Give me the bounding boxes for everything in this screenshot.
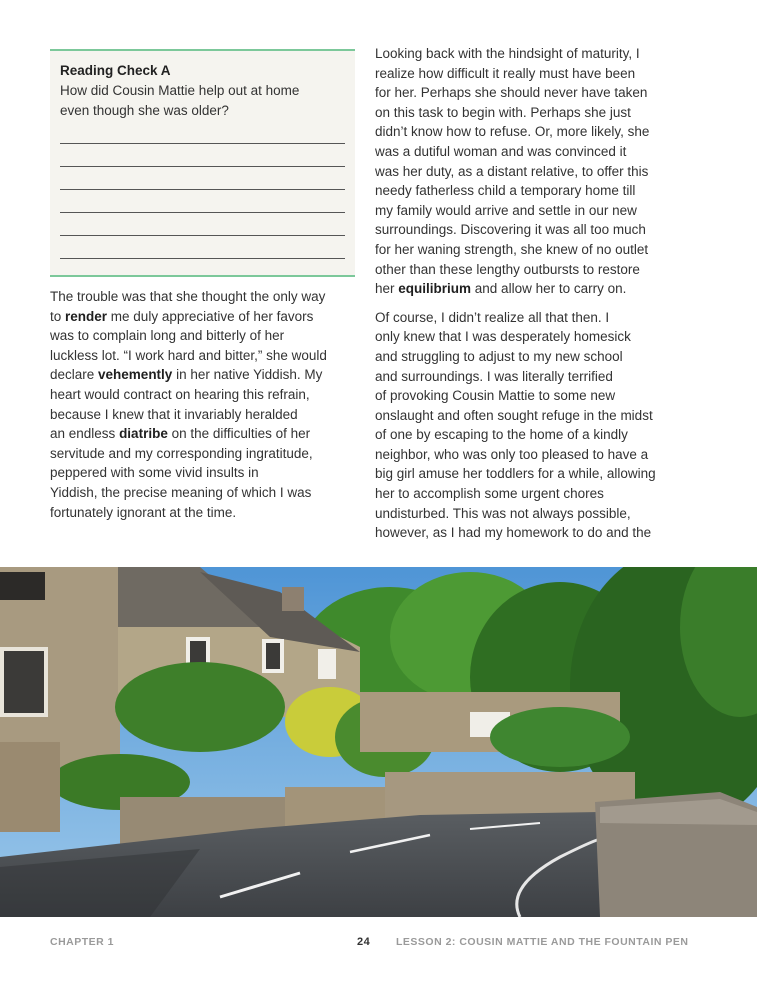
answer-line[interactable] [60,258,345,259]
vocabulary-word: render [65,308,108,324]
text-line: needy fatherless child a temporary home till [375,183,636,199]
text-line: for her waning strength, she knew of no outlet [375,241,649,257]
text-run: luckless lot. “I work hard and bitter,” she would [50,347,327,363]
text-line: neighbor, who was only too pleased to have a [375,446,649,462]
text-run: was to complain long and bitterly of her [50,328,285,344]
village-street-photo [0,567,757,917]
text-run: in her native Yiddish. My [172,367,323,383]
text-line [50,385,360,405]
text-line: big girl amuse her toddlers for a while, allowing [375,466,656,482]
text-run: me duly appreciative of her favors [107,308,314,324]
text-line: and surroundings. I was literally terrified [375,368,613,384]
text-run: and allow her to carry on. [471,281,627,297]
text-line [50,326,360,346]
left-column-text [50,287,360,522]
text-line: realize how difficult it really must have been [375,65,636,81]
text-line [50,287,360,307]
text-line [50,346,360,366]
footer-chapter: CHAPTER 1 [50,936,115,948]
text-run: declare [50,367,99,383]
text-line: of one by escaping to the home of a kindly [375,427,628,443]
text-line [50,307,360,327]
text-run: heart would contract on hearing this refrain, [50,386,310,402]
answer-line[interactable] [60,189,345,190]
text-run: an endless [50,426,120,442]
text-run: servitude and my corresponding ingratitude, [50,445,313,461]
text-run: The trouble was that she thought the only way [50,289,326,304]
text-line: Of course, I didn’t realize all that then. I [375,309,610,325]
text-line: on this task to begin with. Perhaps she just [375,104,631,120]
question-line: even though she was older? [60,103,229,118]
text-line: only knew that I was desperately homesick [375,329,631,345]
text-line [50,483,360,503]
text-line: and struggling to adjust to my new school [375,348,623,364]
body-paragraph [50,287,360,522]
right-column-text [375,44,685,543]
text-line: undisturbed. This was not always possible, [375,505,631,521]
text-run: her [375,281,399,297]
text-line: was a dutiful woman and was convinced it [375,143,627,159]
vocabulary-word: diatribe [119,426,168,442]
text-line: of provoking Cousin Mattie to some new [375,388,616,404]
text-line: didn’t know how to refuse. Or, more likely, she [375,124,650,140]
body-paragraph [375,308,685,543]
village-street-illustration [0,567,757,917]
reading-check-question [60,81,345,121]
text-line: however, as I had my homework to do and the [375,525,652,541]
question-line: How did Cousin Mattie help out at home [60,83,300,98]
text-run: fortunately ignorant at the time. [50,504,237,520]
reading-check-title: Reading Check A [60,63,171,78]
footer-lesson-title: LESSON 2: COUSIN MATTIE AND THE FOUNTAIN PEN [396,936,689,948]
text-line: surroundings. Discovering it was all too much [375,222,646,238]
body-paragraph [375,44,685,299]
text-run: peppered with some vivid insults in [50,465,259,481]
text-line [50,405,360,425]
answer-line[interactable] [60,212,345,213]
page-number: 24 [357,936,371,948]
text-line [50,365,360,385]
text-line: for her. Perhaps she should never have taken [375,85,648,101]
text-line: onslaught and often sought refuge in the midst [375,407,653,423]
text-run: Yiddish, the precise meaning of which I was [50,484,312,500]
text-run: to [50,308,66,324]
text-line: my family would arrive and settle in our new [375,202,637,218]
vocabulary-word: vehemently [98,367,173,383]
text-line [50,444,360,464]
text-line [50,503,360,523]
text-line [50,424,360,444]
answer-line[interactable] [60,235,345,236]
text-run: because I knew that it invariably heralded [50,406,298,422]
text-line: Looking back with the hindsight of maturity, I [375,46,640,61]
text-line: was her duty, as a distant relative, to offer this [375,163,649,179]
text-run: on the difficulties of her [167,426,311,442]
answer-line[interactable] [60,143,345,144]
reading-check-box [50,49,355,277]
vocabulary-word: equilibrium [398,281,472,297]
answer-line[interactable] [60,166,345,167]
text-line [50,463,360,483]
text-line: other than these lengthy outbursts to restore [375,261,640,277]
text-line: her to accomplish some urgent chores [375,486,604,502]
text-line [375,279,685,299]
